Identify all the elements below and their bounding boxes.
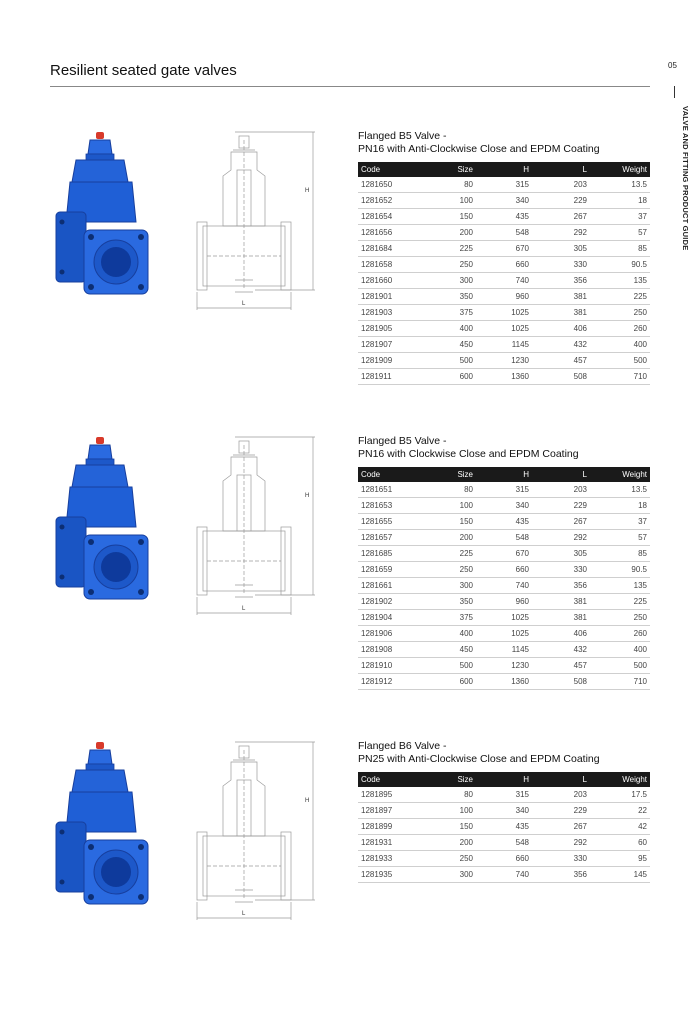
section-title-line1: Flanged B5 Valve - [358, 435, 447, 447]
cell-size: 250 [420, 851, 476, 867]
col-header-l: L [532, 162, 590, 177]
cell-size: 600 [420, 369, 476, 385]
cell-code: 1281902 [358, 594, 420, 610]
cell-size: 350 [420, 289, 476, 305]
cell-weight: 710 [590, 369, 650, 385]
section-title-line2: PN16 with Clockwise Close and EPDM Coating [358, 448, 579, 460]
cell-size: 350 [420, 594, 476, 610]
cell-code: 1281897 [358, 803, 420, 819]
cell-h: 660 [476, 562, 532, 578]
cell-weight: 60 [590, 835, 650, 851]
section-title-line2: PN25 with Anti-Clockwise Close and EPDM Coating [358, 753, 600, 765]
cell-size: 150 [420, 819, 476, 835]
cell-size: 80 [420, 482, 476, 498]
table-row [358, 578, 650, 594]
cell-code: 1281907 [358, 337, 420, 353]
section-title [358, 130, 658, 156]
cell-size: 300 [420, 578, 476, 594]
title-divider [50, 86, 650, 87]
cell-l: 330 [532, 257, 590, 273]
col-header-l: L [532, 467, 590, 482]
cell-code: 1281653 [358, 498, 420, 514]
cell-h: 435 [476, 514, 532, 530]
cell-code: 1281684 [358, 241, 420, 257]
cell-h: 315 [476, 482, 532, 498]
cell-h: 1230 [476, 353, 532, 369]
cell-l: 267 [532, 514, 590, 530]
cell-l: 229 [532, 803, 590, 819]
cell-size: 100 [420, 498, 476, 514]
section-title [358, 740, 658, 766]
cell-weight: 225 [590, 289, 650, 305]
col-header-h: H [476, 467, 532, 482]
cell-h: 960 [476, 594, 532, 610]
cell-h: 1145 [476, 642, 532, 658]
section-title-line1: Flanged B5 Valve - [358, 130, 447, 142]
table-row [358, 530, 650, 546]
cell-l: 203 [532, 482, 590, 498]
cell-size: 375 [420, 305, 476, 321]
cell-size: 500 [420, 658, 476, 674]
col-header-size: Size [420, 467, 476, 482]
cell-code: 1281657 [358, 530, 420, 546]
cell-size: 375 [420, 610, 476, 626]
cell-weight: 135 [590, 578, 650, 594]
spec-table-header [358, 162, 650, 177]
cell-size: 100 [420, 193, 476, 209]
cell-weight: 260 [590, 626, 650, 642]
spec-table-header [358, 467, 650, 482]
cell-l: 330 [532, 851, 590, 867]
cell-weight: 42 [590, 819, 650, 835]
cell-l: 267 [532, 819, 590, 835]
spec-table [358, 467, 650, 690]
table-row [358, 851, 650, 867]
cell-l: 292 [532, 530, 590, 546]
height-dimension-label: H [305, 188, 310, 194]
cell-size: 200 [420, 835, 476, 851]
cell-weight: 85 [590, 241, 650, 257]
cell-h: 960 [476, 289, 532, 305]
side-guide-label: VALVE AND FITTING PRODUCT GUIDE [681, 106, 690, 251]
table-row [358, 514, 650, 530]
cell-weight: 260 [590, 321, 650, 337]
cell-weight: 13.5 [590, 177, 650, 193]
table-row [358, 819, 650, 835]
table-row [358, 482, 650, 498]
cell-h: 1025 [476, 626, 532, 642]
cell-l: 203 [532, 787, 590, 803]
cell-l: 356 [532, 578, 590, 594]
cell-size: 400 [420, 321, 476, 337]
table-row [358, 209, 650, 225]
side-tick [674, 86, 675, 98]
table-row [358, 867, 650, 883]
valve-technical-drawing [195, 435, 325, 635]
cell-l: 508 [532, 674, 590, 690]
col-header-code: Code [358, 162, 420, 177]
cell-weight: 37 [590, 209, 650, 225]
cell-h: 740 [476, 273, 532, 289]
cell-h: 1360 [476, 674, 532, 690]
table-row [358, 353, 650, 369]
col-header-weight: Weight [590, 467, 650, 482]
cell-code: 1281931 [358, 835, 420, 851]
cell-code: 1281661 [358, 578, 420, 594]
cell-code: 1281911 [358, 369, 420, 385]
cell-h: 740 [476, 867, 532, 883]
cell-h: 548 [476, 225, 532, 241]
cell-code: 1281905 [358, 321, 420, 337]
table-row [358, 674, 650, 690]
height-dimension-label: H [305, 493, 310, 499]
col-header-h: H [476, 772, 532, 787]
cell-l: 406 [532, 321, 590, 337]
table-row [358, 225, 650, 241]
table-row [358, 610, 650, 626]
cell-weight: 400 [590, 642, 650, 658]
cell-l: 432 [532, 642, 590, 658]
cell-h: 740 [476, 578, 532, 594]
cell-weight: 57 [590, 225, 650, 241]
cell-l: 457 [532, 658, 590, 674]
cell-h: 435 [476, 819, 532, 835]
product-section-1 [0, 130, 700, 410]
cell-size: 300 [420, 273, 476, 289]
cell-weight: 250 [590, 610, 650, 626]
cell-code: 1281903 [358, 305, 420, 321]
cell-h: 1145 [476, 337, 532, 353]
height-dimension-label: H [305, 798, 310, 804]
cell-l: 457 [532, 353, 590, 369]
cell-weight: 90.5 [590, 257, 650, 273]
cell-code: 1281658 [358, 257, 420, 273]
table-row [358, 369, 650, 385]
cell-h: 340 [476, 803, 532, 819]
table-row [358, 626, 650, 642]
table-row [358, 337, 650, 353]
section-title-line1: Flanged B6 Valve - [358, 740, 447, 752]
cell-weight: 145 [590, 867, 650, 883]
cell-code: 1281652 [358, 193, 420, 209]
spec-table-header [358, 772, 650, 787]
valve-technical-drawing [195, 740, 325, 940]
cell-code: 1281909 [358, 353, 420, 369]
section-title [358, 435, 658, 461]
cell-size: 400 [420, 626, 476, 642]
table-row [358, 835, 650, 851]
cell-size: 100 [420, 803, 476, 819]
cell-size: 450 [420, 642, 476, 658]
valve-photo [50, 435, 160, 635]
cell-weight: 95 [590, 851, 650, 867]
cell-size: 600 [420, 674, 476, 690]
valve-photo [50, 740, 160, 940]
cell-size: 225 [420, 241, 476, 257]
cell-size: 200 [420, 225, 476, 241]
page-number: 05 [668, 61, 677, 70]
col-header-weight: Weight [590, 772, 650, 787]
cell-weight: 400 [590, 337, 650, 353]
cell-l: 305 [532, 546, 590, 562]
table-row [358, 241, 650, 257]
cell-h: 340 [476, 193, 532, 209]
table-row [358, 193, 650, 209]
table-row [358, 289, 650, 305]
page-title: Resilient seated gate valves [50, 62, 237, 79]
cell-size: 300 [420, 867, 476, 883]
table-row [358, 658, 650, 674]
cell-h: 670 [476, 546, 532, 562]
cell-l: 203 [532, 177, 590, 193]
cell-l: 356 [532, 867, 590, 883]
col-header-size: Size [420, 772, 476, 787]
cell-code: 1281901 [358, 289, 420, 305]
cell-l: 292 [532, 835, 590, 851]
product-section-2 [0, 435, 700, 715]
table-row [358, 803, 650, 819]
cell-weight: 18 [590, 498, 650, 514]
cell-code: 1281895 [358, 787, 420, 803]
product-section-3 [0, 740, 700, 1020]
length-dimension-label: L [242, 606, 246, 612]
section-title-line2: PN16 with Anti-Clockwise Close and EPDM Coating [358, 143, 600, 155]
cell-code: 1281912 [358, 674, 420, 690]
cell-code: 1281685 [358, 546, 420, 562]
cell-size: 250 [420, 257, 476, 273]
cell-weight: 500 [590, 353, 650, 369]
cell-l: 356 [532, 273, 590, 289]
col-header-size: Size [420, 162, 476, 177]
cell-l: 229 [532, 193, 590, 209]
cell-code: 1281651 [358, 482, 420, 498]
cell-l: 305 [532, 241, 590, 257]
cell-weight: 17.5 [590, 787, 650, 803]
cell-h: 660 [476, 851, 532, 867]
cell-weight: 250 [590, 305, 650, 321]
cell-code: 1281659 [358, 562, 420, 578]
spec-table [358, 772, 650, 883]
table-row [358, 562, 650, 578]
cell-weight: 18 [590, 193, 650, 209]
table-row [358, 177, 650, 193]
table-row [358, 273, 650, 289]
col-header-code: Code [358, 772, 420, 787]
cell-weight: 37 [590, 514, 650, 530]
cell-size: 500 [420, 353, 476, 369]
cell-l: 267 [532, 209, 590, 225]
length-dimension-label: L [242, 911, 246, 917]
cell-l: 330 [532, 562, 590, 578]
cell-code: 1281933 [358, 851, 420, 867]
cell-h: 1025 [476, 610, 532, 626]
cell-l: 229 [532, 498, 590, 514]
cell-code: 1281910 [358, 658, 420, 674]
table-row [358, 546, 650, 562]
cell-weight: 135 [590, 273, 650, 289]
cell-l: 508 [532, 369, 590, 385]
cell-h: 660 [476, 257, 532, 273]
col-header-l: L [532, 772, 590, 787]
table-row [358, 787, 650, 803]
col-header-h: H [476, 162, 532, 177]
cell-code: 1281935 [358, 867, 420, 883]
cell-l: 432 [532, 337, 590, 353]
cell-l: 381 [532, 610, 590, 626]
table-row [358, 594, 650, 610]
cell-weight: 90.5 [590, 562, 650, 578]
table-row [358, 498, 650, 514]
col-header-code: Code [358, 467, 420, 482]
table-row [358, 257, 650, 273]
cell-l: 292 [532, 225, 590, 241]
cell-size: 200 [420, 530, 476, 546]
cell-code: 1281660 [358, 273, 420, 289]
cell-h: 1025 [476, 305, 532, 321]
cell-h: 1360 [476, 369, 532, 385]
spec-table [358, 162, 650, 385]
cell-size: 80 [420, 787, 476, 803]
cell-size: 250 [420, 562, 476, 578]
cell-size: 450 [420, 337, 476, 353]
cell-code: 1281655 [358, 514, 420, 530]
cell-l: 406 [532, 626, 590, 642]
cell-code: 1281654 [358, 209, 420, 225]
col-header-weight: Weight [590, 162, 650, 177]
cell-h: 340 [476, 498, 532, 514]
cell-code: 1281906 [358, 626, 420, 642]
cell-code: 1281908 [358, 642, 420, 658]
cell-weight: 225 [590, 594, 650, 610]
table-row [358, 642, 650, 658]
cell-h: 1230 [476, 658, 532, 674]
cell-h: 670 [476, 241, 532, 257]
cell-h: 315 [476, 787, 532, 803]
cell-size: 80 [420, 177, 476, 193]
cell-size: 150 [420, 209, 476, 225]
cell-l: 381 [532, 289, 590, 305]
length-dimension-label: L [242, 301, 246, 307]
cell-h: 548 [476, 835, 532, 851]
cell-h: 1025 [476, 321, 532, 337]
cell-size: 225 [420, 546, 476, 562]
cell-code: 1281650 [358, 177, 420, 193]
cell-h: 548 [476, 530, 532, 546]
table-row [358, 321, 650, 337]
cell-weight: 57 [590, 530, 650, 546]
cell-weight: 85 [590, 546, 650, 562]
cell-code: 1281904 [358, 610, 420, 626]
cell-l: 381 [532, 305, 590, 321]
cell-weight: 13.5 [590, 482, 650, 498]
cell-weight: 710 [590, 674, 650, 690]
cell-size: 150 [420, 514, 476, 530]
cell-weight: 22 [590, 803, 650, 819]
cell-code: 1281899 [358, 819, 420, 835]
valve-photo [50, 130, 160, 330]
table-row [358, 305, 650, 321]
cell-l: 381 [532, 594, 590, 610]
valve-technical-drawing [195, 130, 325, 330]
cell-weight: 500 [590, 658, 650, 674]
cell-h: 435 [476, 209, 532, 225]
cell-code: 1281656 [358, 225, 420, 241]
cell-h: 315 [476, 177, 532, 193]
